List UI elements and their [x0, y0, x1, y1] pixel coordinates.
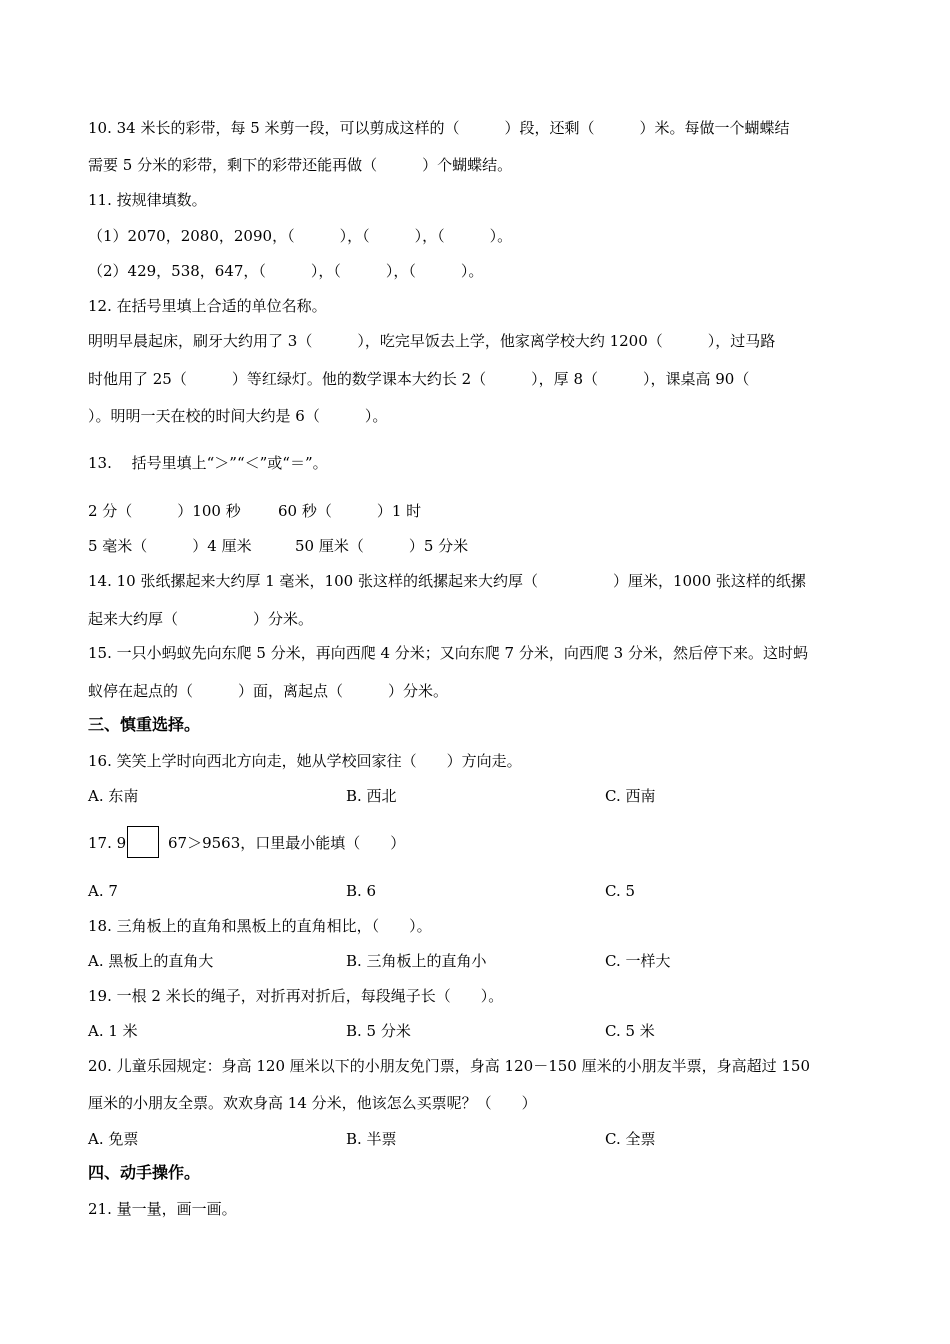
- q16-option-c[interactable]: C. 西南: [605, 787, 656, 805]
- q19-option-b[interactable]: B. 5 分米: [346, 1022, 411, 1040]
- q17-option-b[interactable]: B. 6: [346, 882, 377, 900]
- q12-line2: 时他用了 25（ ）等红绿灯。他的数学课本大约长 2（ ），厚 8（ ），课桌高 90（: [88, 370, 750, 388]
- q17-suffix: 67＞9563，口里最小能填（ ）: [168, 834, 406, 852]
- q21-title: 21. 量一量，画一画。: [88, 1200, 237, 1218]
- q17-option-c[interactable]: C. 5: [605, 882, 636, 900]
- q20-option-c[interactable]: C. 全票: [605, 1130, 656, 1148]
- q16-option-b[interactable]: B. 西北: [346, 787, 397, 805]
- section-4-heading: 四、动手操作。: [88, 1163, 201, 1182]
- q17-prefix: 17. 9: [88, 834, 127, 852]
- q20-option-b[interactable]: B. 半票: [346, 1130, 397, 1148]
- q18-text: 18. 三角板上的直角和黑板上的直角相比，（ ）。: [88, 917, 432, 935]
- q20-option-a[interactable]: A. 免票: [88, 1130, 139, 1148]
- section-3-heading: 三、慎重选择。: [88, 715, 201, 734]
- q12-line3: ）。明明一天在校的时间大约是 6（ ）。: [88, 407, 388, 425]
- q20-line1: 20. 儿童乐园规定：身高 120 厘米以下的小朋友免门票，身高 120－150 厘米的小朋友半票，身高超过 150: [88, 1057, 810, 1075]
- q14-line2: 起来大约厚（ ）分米。: [88, 610, 314, 628]
- q15-line1: 15. 一只小蚂蚁先向东爬 5 分米，再向西爬 4 分米；又向东爬 7 分米，向西爬 3 分米，然后停下来。这时蚂: [88, 644, 808, 662]
- q19-text: 19. 一根 2 米长的绳子，对折再对折后，每段绳子长（ ）。: [88, 987, 504, 1005]
- q16-option-a[interactable]: A. 东南: [88, 787, 139, 805]
- q10-line2: 需要 5 分米的彩带，剩下的彩带还能再做（ ）个蝴蝶结。: [88, 156, 513, 174]
- q11-sub2: （2）429，538，647，（ ），（ ），（ ）。: [88, 262, 484, 280]
- q17-option-a[interactable]: A. 7: [88, 882, 118, 900]
- q16-text: 16. 笑笑上学时向西北方向走，她从学校回家往（ ）方向走。: [88, 752, 522, 770]
- q13-item-b: 60 秒（ ）1 时: [278, 502, 422, 520]
- q12-line1: 明明早晨起床，刷牙大约用了 3（ ），吃完早饭去上学，他家离学校大约 1200（ ），过马路: [88, 332, 776, 350]
- q13-title: 13. 括号里填上“＞”“＜”或“＝”。: [88, 454, 328, 472]
- q13-item-a: 2 分（ ）100 秒: [88, 502, 241, 520]
- q14-line1: 14. 10 张纸摞起来大约厚 1 毫米，100 张这样的纸摞起来大约厚（ ）厘米，1000 张这样的纸摞: [88, 572, 806, 590]
- q17-answer-box[interactable]: [127, 826, 159, 858]
- q15-line2: 蚁停在起点的（ ）面，离起点（ ）分米。: [88, 682, 449, 700]
- q18-option-c[interactable]: C. 一样大: [605, 952, 671, 970]
- q10-line1: 10. 34 米长的彩带，每 5 米剪一段，可以剪成这样的（ ）段，还剩（ ）米。每做一个蝴蝶结: [88, 119, 790, 137]
- q11-sub1: （1）2070，2080，2090，（ ），（ ），（ ）。: [88, 227, 513, 245]
- q13-item-d: 50 厘米（ ）5 分米: [295, 537, 469, 555]
- q18-option-a[interactable]: A. 黑板上的直角大: [88, 952, 214, 970]
- q18-option-b[interactable]: B. 三角板上的直角小: [346, 952, 487, 970]
- q19-option-c[interactable]: C. 5 米: [605, 1022, 655, 1040]
- q13-item-c: 5 毫米（ ）4 厘米: [88, 537, 252, 555]
- q11-title: 11. 按规律填数。: [88, 191, 207, 209]
- q19-option-a[interactable]: A. 1 米: [88, 1022, 138, 1040]
- q20-line2: 厘米的小朋友全票。欢欢身高 14 分米，他该怎么买票呢？（ ）: [88, 1094, 537, 1112]
- q12-title: 12. 在括号里填上合适的单位名称。: [88, 297, 327, 315]
